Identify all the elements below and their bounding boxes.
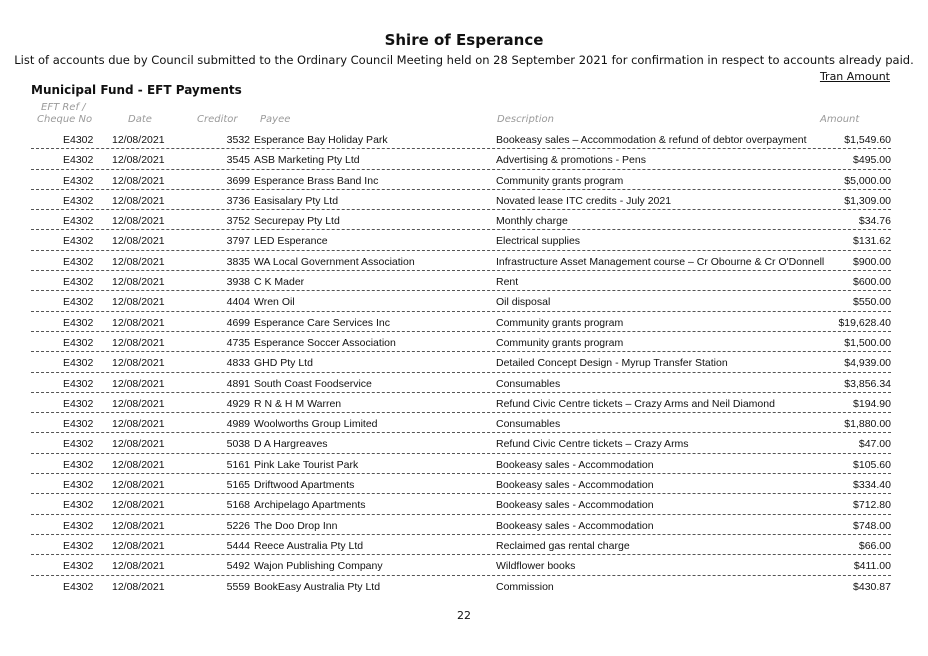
cell-date: 12/08/2021 bbox=[112, 235, 165, 248]
table-row bbox=[31, 149, 891, 169]
cell-amount: $712.80 bbox=[853, 499, 891, 512]
cell-ref: E4302 bbox=[63, 235, 94, 248]
cell-ref: E4302 bbox=[63, 357, 94, 370]
cell-creditor: 4929 bbox=[226, 397, 250, 410]
table-row bbox=[31, 393, 891, 413]
cell-date: 12/08/2021 bbox=[112, 336, 165, 349]
cell-payee: Pink Lake Tourist Park bbox=[254, 458, 359, 471]
cell-description: Consumables bbox=[496, 418, 561, 431]
cell-ref: E4302 bbox=[63, 519, 94, 532]
cell-description: Community grants program bbox=[496, 336, 624, 349]
cell-description: Refund Civic Centre tickets – Crazy Arms and Neil Diamond bbox=[496, 397, 775, 410]
table-row bbox=[31, 352, 891, 372]
cell-amount: $550.00 bbox=[853, 296, 891, 309]
cell-creditor: 5492 bbox=[226, 560, 250, 573]
cell-amount: $194.90 bbox=[853, 397, 891, 410]
table-row bbox=[31, 190, 891, 210]
cell-amount: $131.62 bbox=[853, 235, 891, 248]
cell-date: 12/08/2021 bbox=[112, 255, 165, 268]
col-head-ref-line1: EFT Ref / bbox=[41, 102, 86, 113]
cell-ref: E4302 bbox=[63, 134, 94, 146]
cell-date: 12/08/2021 bbox=[112, 296, 165, 309]
cell-ref: E4302 bbox=[63, 316, 94, 329]
cell-date: 12/08/2021 bbox=[112, 479, 165, 492]
cell-date: 12/08/2021 bbox=[112, 418, 165, 431]
cell-payee: Reece Australia Pty Ltd bbox=[254, 539, 364, 552]
cell-amount: $47.00 bbox=[858, 438, 891, 451]
cell-creditor: 5444 bbox=[226, 539, 250, 552]
cell-payee: C K Mader bbox=[254, 276, 305, 289]
table-row bbox=[31, 474, 891, 494]
cell-creditor: 4735 bbox=[226, 336, 250, 349]
cell-payee: Securepay Pty Ltd bbox=[254, 215, 340, 228]
cell-payee: ASB Marketing Pty Ltd bbox=[254, 154, 360, 167]
cell-creditor: 5168 bbox=[226, 499, 250, 512]
cell-description: Detailed Concept Design - Myrup Transfer Station bbox=[496, 357, 728, 370]
cell-ref: E4302 bbox=[63, 255, 94, 268]
cell-payee: R N & H M Warren bbox=[254, 397, 342, 410]
cell-description: Wildflower books bbox=[496, 560, 576, 573]
table-row bbox=[31, 494, 891, 514]
cell-date: 12/08/2021 bbox=[112, 438, 165, 451]
cell-description: Advertising & promotions - Pens bbox=[496, 154, 646, 167]
cell-amount: $748.00 bbox=[853, 519, 891, 532]
cell-amount: $411.00 bbox=[853, 560, 891, 573]
cell-payee: Archipelago Apartments bbox=[254, 499, 366, 512]
table-row bbox=[31, 413, 891, 433]
cell-payee: Driftwood Apartments bbox=[254, 479, 355, 492]
cell-date: 12/08/2021 bbox=[112, 519, 165, 532]
table-row bbox=[31, 129, 891, 149]
table-row bbox=[31, 535, 891, 555]
cell-date: 12/08/2021 bbox=[112, 316, 165, 329]
cell-description: Commission bbox=[496, 580, 554, 593]
cell-date: 12/08/2021 bbox=[112, 499, 165, 512]
cell-payee: Wajon Publishing Company bbox=[254, 560, 383, 573]
cell-creditor: 4699 bbox=[226, 316, 250, 329]
cell-description: Community grants program bbox=[496, 174, 624, 187]
cell-ref: E4302 bbox=[63, 174, 94, 187]
cell-amount: $105.60 bbox=[853, 458, 891, 471]
cell-date: 12/08/2021 bbox=[112, 194, 165, 207]
table-row bbox=[31, 515, 891, 535]
cell-amount: $3,856.34 bbox=[844, 377, 891, 390]
cell-ref: E4302 bbox=[63, 397, 94, 410]
cell-ref: E4302 bbox=[63, 479, 94, 492]
cell-payee: Esperance Bay Holiday Park bbox=[254, 134, 388, 146]
table-row bbox=[31, 576, 891, 596]
cell-payee: D A Hargreaves bbox=[254, 438, 328, 451]
cell-creditor: 3938 bbox=[226, 276, 250, 289]
cell-creditor: 4833 bbox=[226, 357, 250, 370]
cell-amount: $1,880.00 bbox=[844, 418, 891, 431]
cell-ref: E4302 bbox=[63, 438, 94, 451]
cell-amount: $4,939.00 bbox=[844, 357, 891, 370]
col-head-date: Date bbox=[128, 114, 152, 125]
cell-date: 12/08/2021 bbox=[112, 539, 165, 552]
table-row bbox=[31, 332, 891, 352]
cell-description: Oil disposal bbox=[496, 296, 551, 309]
cell-description: Bookeasy sales - Accommodation bbox=[496, 499, 654, 512]
cell-payee: Easisalary Pty Ltd bbox=[254, 194, 339, 207]
cell-payee: WA Local Government Association bbox=[254, 255, 415, 268]
cell-date: 12/08/2021 bbox=[112, 580, 165, 593]
cell-creditor: 5038 bbox=[226, 438, 250, 451]
table-row bbox=[31, 291, 891, 311]
cell-description: Rent bbox=[496, 276, 519, 289]
cell-description: Bookeasy sales - Accommodation bbox=[496, 458, 654, 471]
cell-date: 12/08/2021 bbox=[112, 276, 165, 289]
cell-payee: Woolworths Group Limited bbox=[254, 418, 378, 431]
cell-amount: $334.40 bbox=[853, 479, 891, 492]
cell-payee: GHD Pty Ltd bbox=[254, 357, 313, 370]
cell-description: Bookeasy sales - Accommodation bbox=[496, 519, 654, 532]
table-row bbox=[31, 312, 891, 332]
page-number: 22 bbox=[457, 609, 471, 622]
cell-amount: $495.00 bbox=[853, 154, 891, 167]
cell-creditor: 3752 bbox=[226, 215, 250, 228]
cell-date: 12/08/2021 bbox=[112, 215, 165, 228]
table-row bbox=[31, 230, 891, 250]
cell-amount: $34.76 bbox=[858, 215, 891, 228]
cell-amount: $5,000.00 bbox=[844, 174, 891, 187]
cell-creditor: 5161 bbox=[226, 458, 250, 471]
cell-payee: BookEasy Australia Pty Ltd bbox=[254, 580, 381, 593]
cell-creditor: 4989 bbox=[226, 418, 250, 431]
cell-creditor: 5559 bbox=[226, 580, 250, 593]
cell-creditor: 3545 bbox=[226, 154, 250, 167]
cell-ref: E4302 bbox=[63, 194, 94, 207]
cell-creditor: 4404 bbox=[226, 296, 250, 309]
cell-ref: E4302 bbox=[63, 499, 94, 512]
cell-ref: E4302 bbox=[63, 418, 94, 431]
table-row bbox=[31, 454, 891, 474]
cell-description: Community grants program bbox=[496, 316, 624, 329]
col-head-ref-line2: Cheque No bbox=[37, 114, 93, 125]
cell-creditor: 3835 bbox=[226, 255, 250, 268]
cell-date: 12/08/2021 bbox=[112, 154, 165, 167]
cell-description: Reclaimed gas rental charge bbox=[496, 539, 630, 552]
cell-payee: Esperance Soccer Association bbox=[254, 336, 396, 349]
cell-ref: E4302 bbox=[63, 539, 94, 552]
section-title: Municipal Fund - EFT Payments bbox=[31, 83, 242, 97]
table-row bbox=[31, 251, 891, 271]
cell-payee: LED Esperance bbox=[254, 235, 328, 248]
cell-date: 12/08/2021 bbox=[112, 357, 165, 370]
table-row bbox=[31, 210, 891, 230]
cell-description: Bookeasy sales - Accommodation bbox=[496, 479, 654, 492]
payments-table bbox=[31, 129, 891, 596]
cell-creditor: 5226 bbox=[226, 519, 250, 532]
cell-description: Bookeasy sales – Accommodation & refund of debtor overpayment bbox=[496, 134, 807, 146]
cell-payee: The Doo Drop Inn bbox=[254, 519, 338, 532]
col-head-description: Description bbox=[497, 114, 554, 125]
table-row bbox=[31, 170, 891, 190]
table-row bbox=[31, 271, 891, 291]
cell-description: Consumables bbox=[496, 377, 561, 390]
cell-amount: $1,500.00 bbox=[844, 336, 891, 349]
cell-ref: E4302 bbox=[63, 458, 94, 471]
cell-payee: Esperance Brass Band Inc bbox=[254, 174, 379, 187]
col-head-amount: Amount bbox=[820, 114, 860, 125]
cell-ref: E4302 bbox=[63, 580, 94, 593]
cell-date: 12/08/2021 bbox=[112, 458, 165, 471]
cell-description: Monthly charge bbox=[496, 215, 568, 228]
cell-description: Infrastructure Asset Management course – Cr Obourne & Cr O'Donnell bbox=[496, 255, 825, 268]
cell-amount: $430.87 bbox=[853, 580, 891, 593]
cell-description: Electrical supplies bbox=[496, 235, 581, 248]
tran-amount-label: Tran Amount bbox=[819, 70, 890, 83]
col-head-payee: Payee bbox=[260, 114, 291, 125]
cell-creditor: 5165 bbox=[226, 479, 250, 492]
cell-date: 12/08/2021 bbox=[112, 560, 165, 573]
cell-creditor: 3699 bbox=[226, 174, 250, 187]
cell-description: Novated lease ITC credits - July 2021 bbox=[496, 194, 672, 207]
cell-payee: Esperance Care Services Inc bbox=[254, 316, 390, 329]
cell-ref: E4302 bbox=[63, 336, 94, 349]
table-row bbox=[31, 373, 891, 393]
cell-creditor: 4891 bbox=[226, 377, 250, 390]
cell-payee: Wren Oil bbox=[254, 296, 295, 309]
cell-ref: E4302 bbox=[63, 560, 94, 573]
cell-date: 12/08/2021 bbox=[112, 134, 165, 146]
cell-creditor: 3736 bbox=[226, 194, 250, 207]
cell-ref: E4302 bbox=[63, 154, 94, 167]
cell-ref: E4302 bbox=[63, 215, 94, 228]
page-title: Shire of Esperance bbox=[384, 31, 544, 49]
cell-ref: E4302 bbox=[63, 296, 94, 309]
cell-amount: $19,628.40 bbox=[838, 316, 891, 329]
table-row bbox=[31, 433, 891, 453]
table-row bbox=[31, 555, 891, 575]
cell-amount: $900.00 bbox=[853, 255, 891, 268]
cell-ref: E4302 bbox=[63, 276, 94, 289]
cell-creditor: 3532 bbox=[226, 134, 250, 146]
cell-payee: South Coast Foodservice bbox=[254, 377, 372, 390]
cell-date: 12/08/2021 bbox=[112, 174, 165, 187]
cell-ref: E4302 bbox=[63, 377, 94, 390]
cell-date: 12/08/2021 bbox=[112, 377, 165, 390]
col-head-creditor: Creditor bbox=[197, 114, 238, 125]
cell-amount: $1,309.00 bbox=[844, 194, 891, 207]
cell-date: 12/08/2021 bbox=[112, 397, 165, 410]
cell-description: Refund Civic Centre tickets – Crazy Arms bbox=[496, 438, 689, 451]
cell-creditor: 3797 bbox=[226, 235, 250, 248]
cell-amount: $600.00 bbox=[853, 276, 891, 289]
page-subtitle: List of accounts due by Council submitted to the Ordinary Council Meeting held on 28 September 2021 for confirmation in respect to accounts already paid. bbox=[14, 53, 914, 67]
cell-amount: $1,549.60 bbox=[844, 134, 891, 146]
cell-amount: $66.00 bbox=[858, 539, 891, 552]
